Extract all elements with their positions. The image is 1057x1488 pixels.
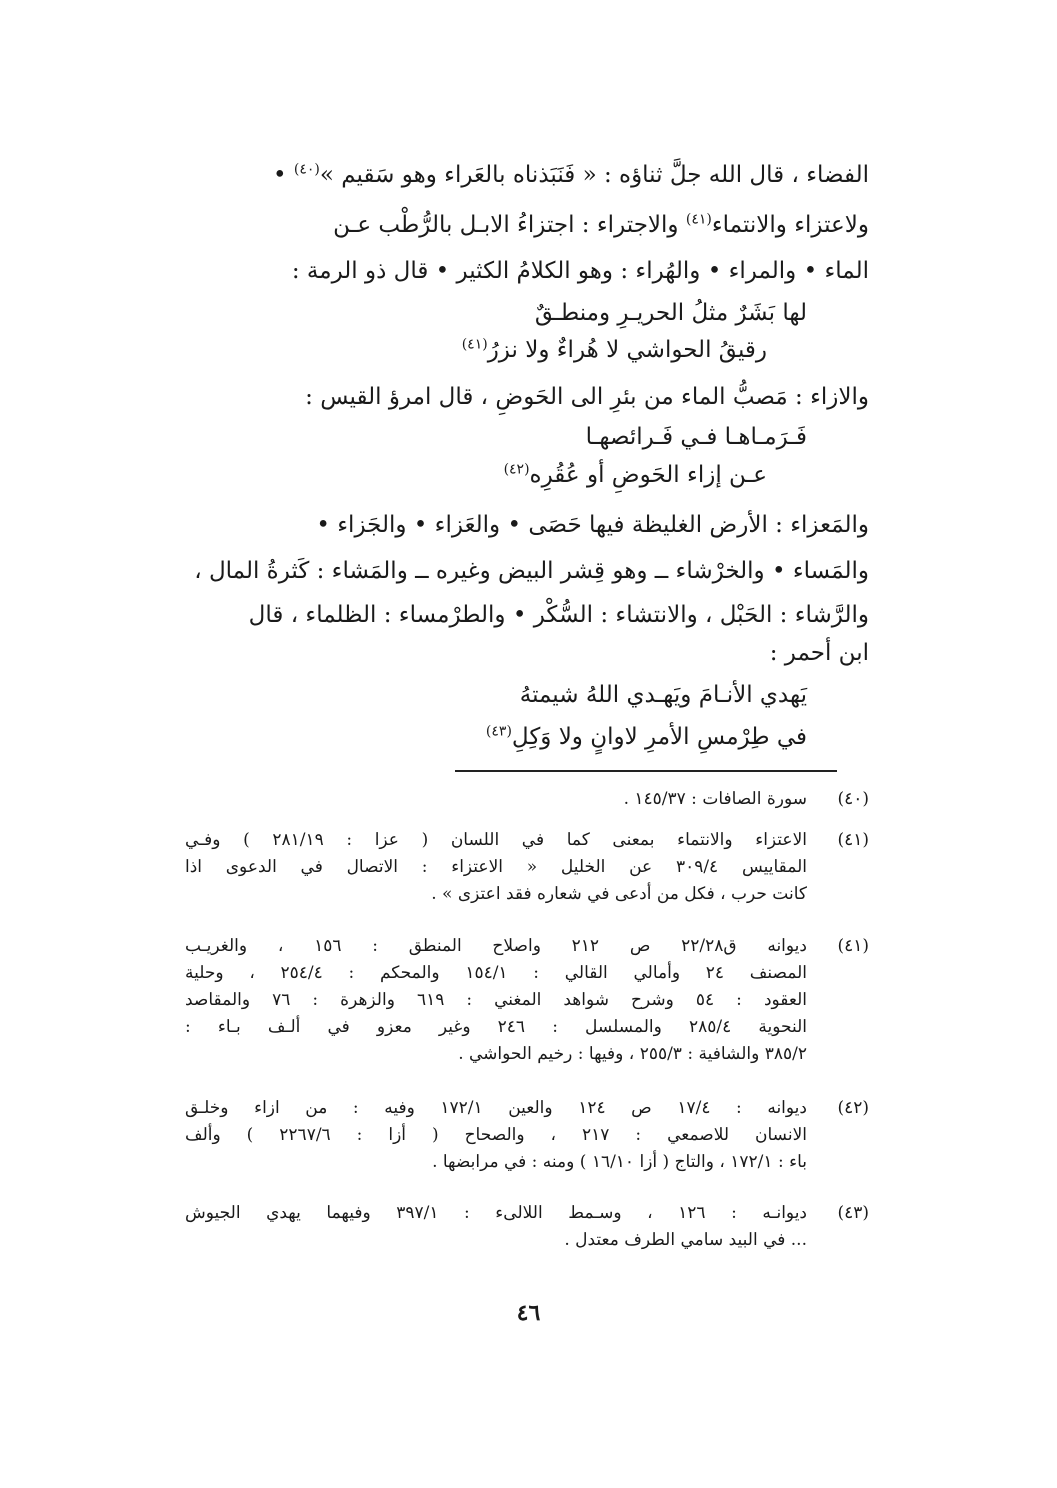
text-line-8: ابن أحمر :: [769, 640, 869, 666]
verse-1-hemistich-2: رقيقُ الحواشي لا هُراءٌ ولا نزرُ$^{(٤١)}$: [461, 336, 767, 363]
footnote-line: الانسان للاصمعي : ٢١٧ ، والصحاح ( أزا : ٢٢٦٧/٦ ) وألف: [185, 1125, 807, 1145]
footnote-line: كانت حرب ، فكل من أدعى في شعاره فقد اعتزى » .: [431, 884, 807, 904]
footnote-separator: [455, 770, 837, 772]
verse-1-hemistich-1: لها بَشَرٌ مثلُ الحريـرِ ومنطـقٌ: [534, 300, 807, 326]
footnote-line: ديوانه : ١٧/٤ ص ١٢٤ والعين ١٧٢/١ وفيه : من ازاء وخلـق: [185, 1098, 807, 1118]
footnote-line: سورة الصافات : ١٤٥/٣٧ .: [623, 789, 807, 809]
footnote-ref-43: (٤٣): [485, 723, 512, 740]
footnote-line: ٣٨٥/٢ والشافية : ٢٥٥/٣ ، وفيها : رخيم الحواشي .: [458, 1044, 807, 1064]
footnote-41a: [185, 827, 869, 908]
footnote-line: المقاييس ٣٠٩/٤ عن الخليل « الاعتزاء : الاتصال في الدعوى اذا: [185, 857, 807, 877]
footnote-line: باء : ١٧٢/١ ، والتاج ( أزا ١٦/١٠ ) ومنه : في مرابضها .: [432, 1152, 807, 1172]
page-number: ٤٦: [516, 1300, 541, 1326]
footnote-number: (٤٠): [837, 789, 869, 809]
footnote-43: [185, 1200, 869, 1254]
footnote-line: العقود : ٥٤ وشرح شواهد المغني : ٦١٩ والزهرة : ٧٦ والمقاصد: [185, 990, 807, 1010]
verse-2-hemistich-2: عـن إزاء الحَوضِ أو عُقُرِه$^{(٤٢)}$: [503, 461, 767, 488]
footnote-line: الاعتزاء والانتماء بمعنى كما في اللسان ( عزا : ٢٨١/١٩ ) وفـي: [185, 830, 807, 850]
text-line-3: الماء • والمراء • والهُراء : وهو الكلامُ الكثير • قال ذو الرمة :: [291, 258, 869, 284]
text-line-4: والازاء : مَصبُّ الماء من بئرِ الى الحَوضِ ، قال امرؤ القيس :: [305, 384, 869, 410]
footnote-ref-40: (٤٠): [293, 161, 320, 178]
footnote-ref-42: (٤٢): [503, 461, 530, 478]
verse-3-hemistich-2: في طِرْمسِ الأمرِ لاوانٍ ولا وَكِلِ$^{(٤٣)}$: [485, 723, 807, 750]
footnote-number: (٤١): [837, 936, 869, 956]
text-line-6: والمَساء • والخرْشاء ــ وهو قِشر البيض وغيره ــ والمَشاء : كَثرةُ المال ،: [194, 558, 869, 584]
footnote-line: ديوانه ق٢٢/٢٨ ص ٢١٢ واصلاح المنطق : ١٥٦ ، والغريـب: [185, 936, 807, 956]
verse-2-hemistich-1: فَـرَمـاهـا فـي فَـرائصهـا: [585, 424, 807, 450]
footnote-line: ديوانـه : ١٢٦ ، وسـمط اللالىء : ٣٩٧/١ وفيهما يهدي الجيوش: [185, 1203, 807, 1223]
footnote-40: [185, 786, 869, 813]
verse-3-hemistich-1: يَهدي الأنـامَ ويَهـدي اللهُ شيمتهُ: [519, 682, 807, 708]
footnote-ref-41a: (٤١): [685, 211, 712, 228]
footnote-line: ... في البيد سامي الطرف معتدل .: [564, 1230, 807, 1250]
text-line-7: والرَّشاء : الحَبْل ، والانتشاء : السُّكْر • والطرْمساء : الظلماء ، قال: [248, 602, 869, 628]
footnote-line: المصنف ٢٤ وأمالي القالي : ١٥٤/١ والمحكم : ٢٥٤/٤ ، وحلية: [185, 963, 807, 983]
footnote-ref-41b: (٤١): [461, 336, 488, 353]
footnote-42: [185, 1095, 869, 1176]
text-line-5: والمَعزاء : الأرض الغليظة فيها حَصَى • والعَزاء • والجَزاء •: [316, 512, 869, 538]
text-line-2: ولاعتزاء والانتماء$^{(٤١)}$ والاجتراء : اجتزاءُ الابـل بالرُّطْب عـن: [333, 211, 869, 238]
footnote-number: (٤٢): [837, 1098, 869, 1118]
text-line-1: الفضاء ، قال الله جلَّ ثناؤه : « فَنَبَذناه بالعَراء وهو سَقيم »$^{(٤٠)}$ •: [272, 161, 869, 188]
footnote-number: (٤١): [837, 830, 869, 850]
footnote-number: (٤٣): [837, 1203, 869, 1223]
footnote-line: النحوية ٢٨٥/٤ والمسلسل : ٢٤٦ وغير معزو في ألـف بـاء :: [185, 1017, 807, 1037]
footnote-41b: [185, 933, 869, 1068]
